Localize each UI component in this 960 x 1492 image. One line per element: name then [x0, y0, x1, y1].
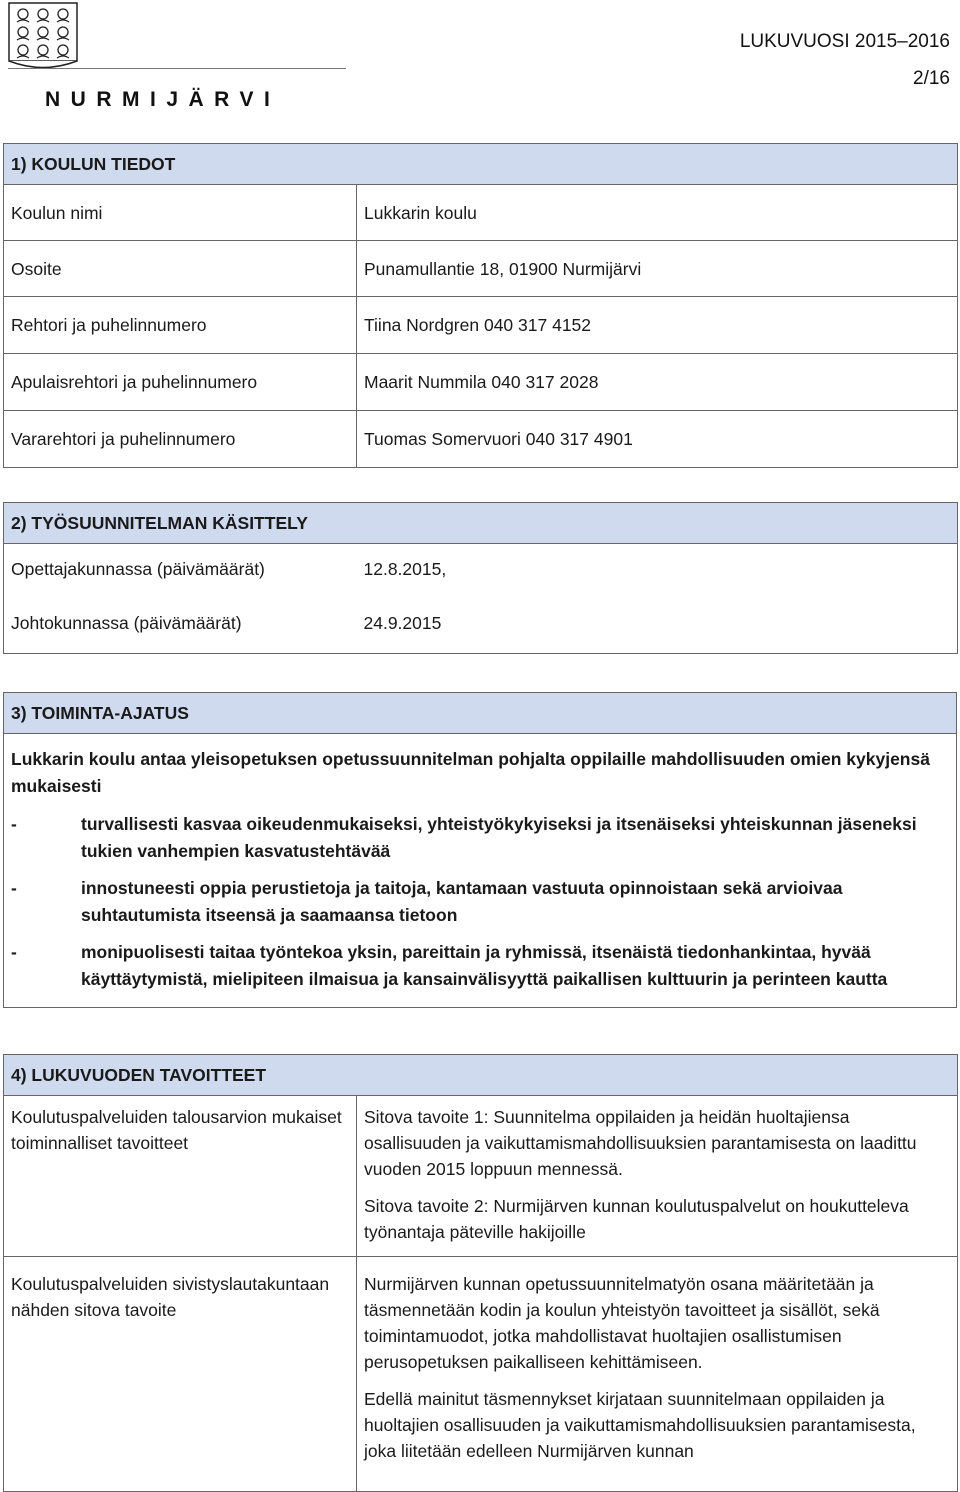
table-row	[4, 1096, 958, 1257]
school-info-table	[3, 143, 958, 468]
table-row	[4, 544, 958, 594]
table-row	[4, 297, 958, 354]
row-value: 12.8.2015,	[357, 544, 958, 594]
row-value: Maarit Nummila 040 317 2028	[357, 354, 958, 411]
table-row	[4, 241, 958, 297]
coat-of-arms-logo	[8, 2, 78, 75]
row-label: Koulun nimi	[4, 185, 357, 241]
page-header	[0, 0, 960, 112]
row-label: Apulaisrehtori ja puhelinnumero	[4, 354, 357, 411]
row-label: Osoite	[4, 241, 357, 297]
row-value	[357, 1257, 958, 1492]
mission-intro: Lukkarin koulu antaa yleisopetuksen opetussuunnitelman pohjalta oppilaille mahdollisuuden omien kykyjensä mukaisesti	[11, 749, 930, 796]
list-item: - monipuolisesti taitaa työntekoa yksin, pareittain ja ryhmissä, itsenäistä tiedonhankintaa, hyvää käyttäytymistä, mielipiteen ilmaisua ja kansainvälisyyttä paikallisen kulttuurin ja perinteen kautta	[11, 942, 888, 989]
row-value	[357, 1096, 958, 1257]
row-value: 24.9.2015	[357, 594, 958, 654]
row-label: Rehtori ja puhelinnumero	[4, 297, 357, 354]
table-row	[4, 354, 958, 411]
row-label: Vararehtori ja puhelinnumero	[4, 411, 357, 468]
row-label: Opettajakunnassa (päivämäärät)	[4, 544, 357, 594]
table-row	[4, 411, 958, 468]
plan-handling-table	[3, 502, 958, 654]
table-row	[4, 1257, 958, 1492]
row-label: Koulutuspalveluiden sivistyslautakuntaan nähden sitova tavoite	[4, 1257, 357, 1492]
list-item: - turvallisesti kasvaa oikeudenmukaiseksi, yhteistyökykyiseksi ja itsenäiseksi yhteiskunnan jäseneksi tukien vanhempien kasvatustehtävää	[11, 814, 917, 861]
goal-paragraph: Sitova tavoite 2: Nurmijärven kunnan koulutuspalvelut on houkutteleva työnantaja päteville hakijoille	[364, 1196, 909, 1242]
list-item: - innostuneesti oppia perustietoja ja taitoja, kantamaan vastuuta opinnoistaan sekä arvioivaa suhtautumista itseensä ja saamaansa tietoon	[11, 878, 843, 925]
goal-paragraph: Sitova tavoite 1: Suunnitelma oppilaiden ja heidän huoltajiensa osallisuuden ja vaikuttamismahdollisuuksien parantamisesta on laadittu vuoden 2015 loppuun mennessä.	[364, 1107, 917, 1179]
row-label: Johtokunnassa (päivämäärät)	[4, 594, 357, 654]
row-value: Tuomas Somervuori 040 317 4901	[357, 411, 958, 468]
section-title: 1) KOULUN TIEDOT	[4, 144, 958, 185]
row-value: Punamullantie 18, 01900 Nurmijärvi	[357, 241, 958, 297]
goal-paragraph: Nurmijärven kunnan opetussuunnitelmatyön osana määritetään ja täsmennetään kodin ja koulun yhteistyön tavoitteet ja sisällöt, sekä toimintamuodot, jotka mahdollistavat huoltajien osallistumisen perusopetuksen paikalliseen kehittämiseen.	[364, 1274, 880, 1372]
mission-list	[11, 811, 949, 992]
row-label: Koulutuspalveluiden talousarvion mukaiset toiminnalliset tavoitteet	[4, 1096, 357, 1257]
row-value: Lukkarin koulu	[357, 185, 958, 241]
goals-table	[3, 1054, 958, 1492]
section-title: 4) LUKUVUODEN TAVOITTEET	[4, 1055, 958, 1096]
logo-divider	[8, 68, 346, 69]
school-year: LUKUVUOSI 2015–2016	[739, 31, 950, 52]
logo-wordmark: NURMIJÄRVI	[45, 88, 281, 111]
mission-content	[4, 734, 957, 1008]
mission-table	[3, 692, 957, 1008]
table-row	[4, 594, 958, 654]
section-title: 3) TOIMINTA-AJATUS	[4, 693, 957, 734]
row-value: Tiina Nordgren 040 317 4152	[357, 297, 958, 354]
page-number: 2/16	[913, 68, 950, 89]
table-row	[4, 185, 958, 241]
section-title: 2) TYÖSUUNNITELMAN KÄSITTELY	[4, 503, 958, 544]
goal-paragraph: Edellä mainitut täsmennykset kirjataan suunnitelmaan oppilaiden ja huoltajien osallisuuden ja vaikuttamismahdollisuuksien parantamisesta, joka liitetään edelleen Nurmijärven kunnan	[364, 1389, 916, 1461]
